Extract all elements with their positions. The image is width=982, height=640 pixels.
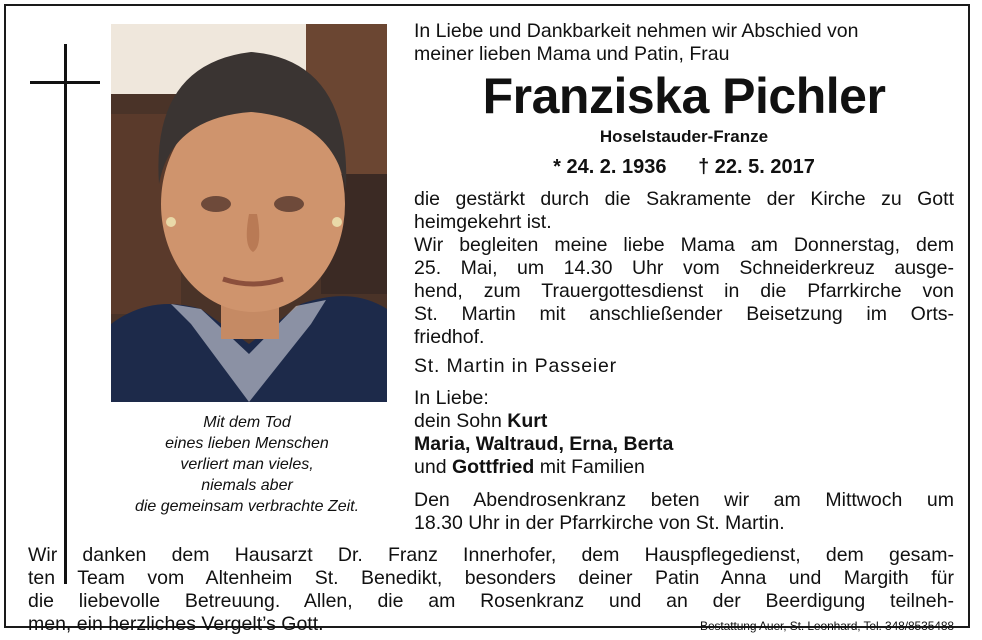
quote-line: eines lieben Menschen xyxy=(165,435,329,452)
deceased-nickname: Hoselstauder-Franze xyxy=(599,127,769,146)
mourner-line xyxy=(414,433,954,456)
intro-text xyxy=(414,20,954,66)
birth-date: * 24. 2. 1936 xyxy=(553,156,667,178)
mourner-line xyxy=(414,456,954,479)
thanks-line: ten Team vom Altenheim St. Benedikt, besonders deiner Patin Anna und Margith für xyxy=(28,567,954,589)
son-name: Kurt xyxy=(507,410,548,432)
thanks-text xyxy=(28,544,954,638)
mourners-heading: In Liebe: xyxy=(414,387,489,409)
memorial-quote xyxy=(102,412,392,517)
announcement-line: Wir begleiten meine liebe Mama am Donnerstag, dem xyxy=(414,234,954,256)
announcement-line: hend, zum Trauergottesdienst in die Pfarrkirche von xyxy=(414,280,954,302)
portrait-photo xyxy=(111,24,387,402)
announcement-text xyxy=(414,188,954,349)
rosary-line: 18.30 Uhr in der Pfarrkirche von St. Martin. xyxy=(414,512,785,534)
families-suffix: mit Familien xyxy=(539,456,645,478)
life-dates xyxy=(414,154,954,180)
death-notice xyxy=(4,4,970,635)
rosary-text xyxy=(414,489,954,535)
announcement-line: St. Martin mit anschließender Beisetzung im Orts- xyxy=(414,303,954,325)
son-prefix: dein Sohn xyxy=(414,410,502,432)
quote-line: verliert man vieles, xyxy=(180,456,314,473)
announcement-line: friedhof. xyxy=(414,326,485,348)
cross-icon-bar xyxy=(30,81,100,84)
thanks-line: men, ein herzliches Vergelt’s Gott. xyxy=(28,613,324,635)
thanks-last-row xyxy=(28,613,954,638)
cross-icon xyxy=(64,44,67,584)
thanks-line: Wir danken dem Hausarzt Dr. Franz Innerhofer, dem Hauspflegedienst, dem gesam- xyxy=(28,544,954,566)
quote-line: Mit dem Tod xyxy=(203,414,291,431)
rosary-line: Den Abendrosenkranz beten wir am Mittwoch um xyxy=(414,489,954,511)
announcement-line: die gestärkt durch die Sakramente der Kirche zu Gott xyxy=(414,188,954,210)
deceased-name: Franziska Pichler xyxy=(482,68,886,124)
intro-line: In Liebe und Dankbarkeit nehmen wir Abschied von xyxy=(414,20,859,42)
quote-line: die gemeinsam verbrachte Zeit. xyxy=(134,498,360,515)
announcement-line: heimgekehrt ist. xyxy=(414,211,552,233)
gottfried-name: Gottfried xyxy=(451,456,535,478)
daughters-names: Maria, Waltraud, Erna, Berta xyxy=(414,433,674,455)
mourner-line xyxy=(414,410,954,433)
intro-line: meiner lieben Mama und Patin, Frau xyxy=(414,43,730,65)
mourners-list xyxy=(414,387,954,479)
thanks-line: die liebevolle Betreuung. Allen, die am Rosenkranz und an der Beerdigung teilneh- xyxy=(28,590,954,612)
and-prefix: und xyxy=(414,456,447,478)
death-date: † 22. 5. 2017 xyxy=(698,156,815,178)
announcement-line: 25. Mai, um 14.30 Uhr vom Schneiderkreuz ausge- xyxy=(414,257,954,279)
undertaker-credit: Bestattung Auer, St. Leonhard, Tel. 348/8535488 xyxy=(700,619,954,633)
place-line: St. Martin in Passeier xyxy=(414,355,617,377)
quote-line: niemals aber xyxy=(201,477,293,494)
